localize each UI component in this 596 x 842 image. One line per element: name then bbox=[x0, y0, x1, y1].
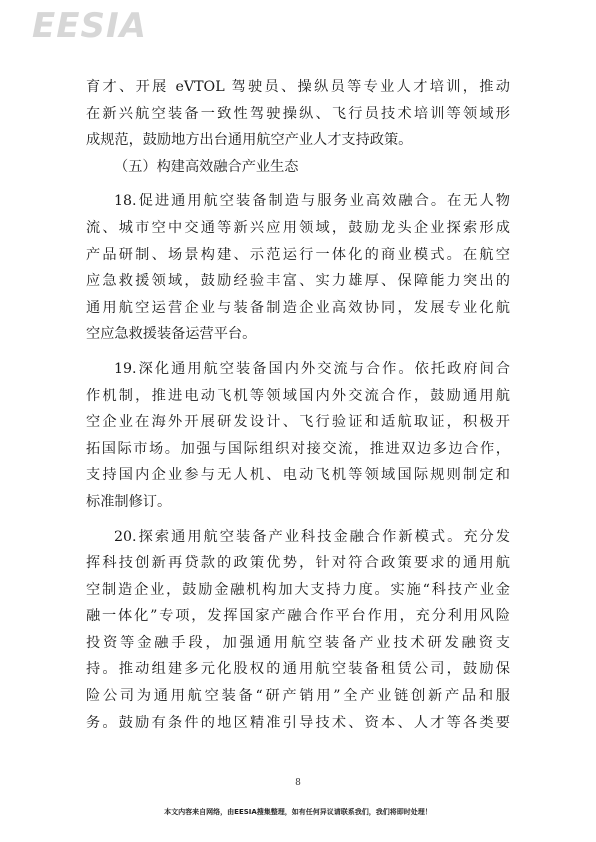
document-body bbox=[86, 74, 510, 736]
paragraph-line: 融一体化”专项，发挥国家产融合作平台作用，充分利用风险 bbox=[86, 608, 510, 625]
footer-disclaimer: 本文内容来自网络，由EESIA搜集整理，如有任何异议请联系我们，我们将即时处理！ bbox=[164, 808, 432, 816]
paragraph-line: 18.促进通用航空装备制造与服务业高效融合。在无人物 bbox=[114, 193, 510, 210]
paragraph-line: 空制造企业，鼓励金融机构加大支持力度。实施“科技产业金 bbox=[86, 581, 510, 598]
paragraph-line: 通用航空运营企业与装备制造企业高效协同，发展专业化航 bbox=[86, 299, 510, 316]
section-heading: （五）构建高效融合产业生态 bbox=[114, 158, 299, 175]
paragraph-line: 在新兴航空装备一致性驾驶操纵、飞行员技术培训等领域形 bbox=[86, 105, 510, 122]
paragraph-line: 应急救援领域，鼓励经验丰富、实力雄厚、保障能力突出的 bbox=[86, 273, 510, 290]
paragraph-line: 19.深化通用航空装备国内外交流与合作。依托政府间合 bbox=[114, 360, 510, 377]
paragraph-line: 20.探索通用航空装备产业科技金融合作新模式。充分发 bbox=[114, 528, 510, 545]
paragraph-line: 支持国内企业参与无人机、电动飞机等领域国际规则制定和 bbox=[86, 467, 510, 484]
paragraph-line: 产品研制、场景构建、示范运行一体化的商业模式。在航空 bbox=[86, 246, 510, 263]
paragraph-line: 成规范，鼓励地方出台通用航空产业人才支持政策。 bbox=[86, 132, 413, 149]
paragraph-line: 挥科技创新再贷款的政策优势，针对符合政策要求的通用航 bbox=[86, 555, 510, 572]
paragraph-line: 拓国际市场。加强与国际组织对接交流，推进双边多边合作， bbox=[86, 440, 510, 457]
page-number: 8 bbox=[295, 778, 301, 788]
eesia-logo: EESIA bbox=[32, 6, 147, 46]
paragraph-line: 险公司为通用航空装备“研产销用”全产业链创新产品和服 bbox=[86, 688, 510, 705]
paragraph-line: 务。鼓励有条件的地区精准引导技术、资本、人才等各类要 bbox=[86, 714, 510, 731]
paragraph-line: 持。推动组建多元化股权的通用航空装备租赁公司，鼓励保 bbox=[86, 661, 510, 678]
paragraph-line: 空企业在海外开展研发设计、飞行验证和适航取证，积极开 bbox=[86, 414, 510, 431]
paragraph-line: 标准制修订。 bbox=[86, 493, 172, 510]
paragraph-line: 流、城市空中交通等新兴应用领域，鼓励龙头企业探索形成 bbox=[86, 219, 510, 236]
paragraph-line: 投资等金融手段，加强通用航空装备产业技术研发融资支 bbox=[86, 634, 510, 651]
paragraph-line: 育才、开展 eVTOL 驾驶员、操纵员等专业人才培训，推动 bbox=[86, 79, 510, 95]
paragraph-line: 空应急救援装备运营平台。 bbox=[86, 326, 257, 343]
paragraph-line: 作机制，推进电动飞机等领域国内外交流合作，鼓励通用航 bbox=[86, 387, 510, 404]
